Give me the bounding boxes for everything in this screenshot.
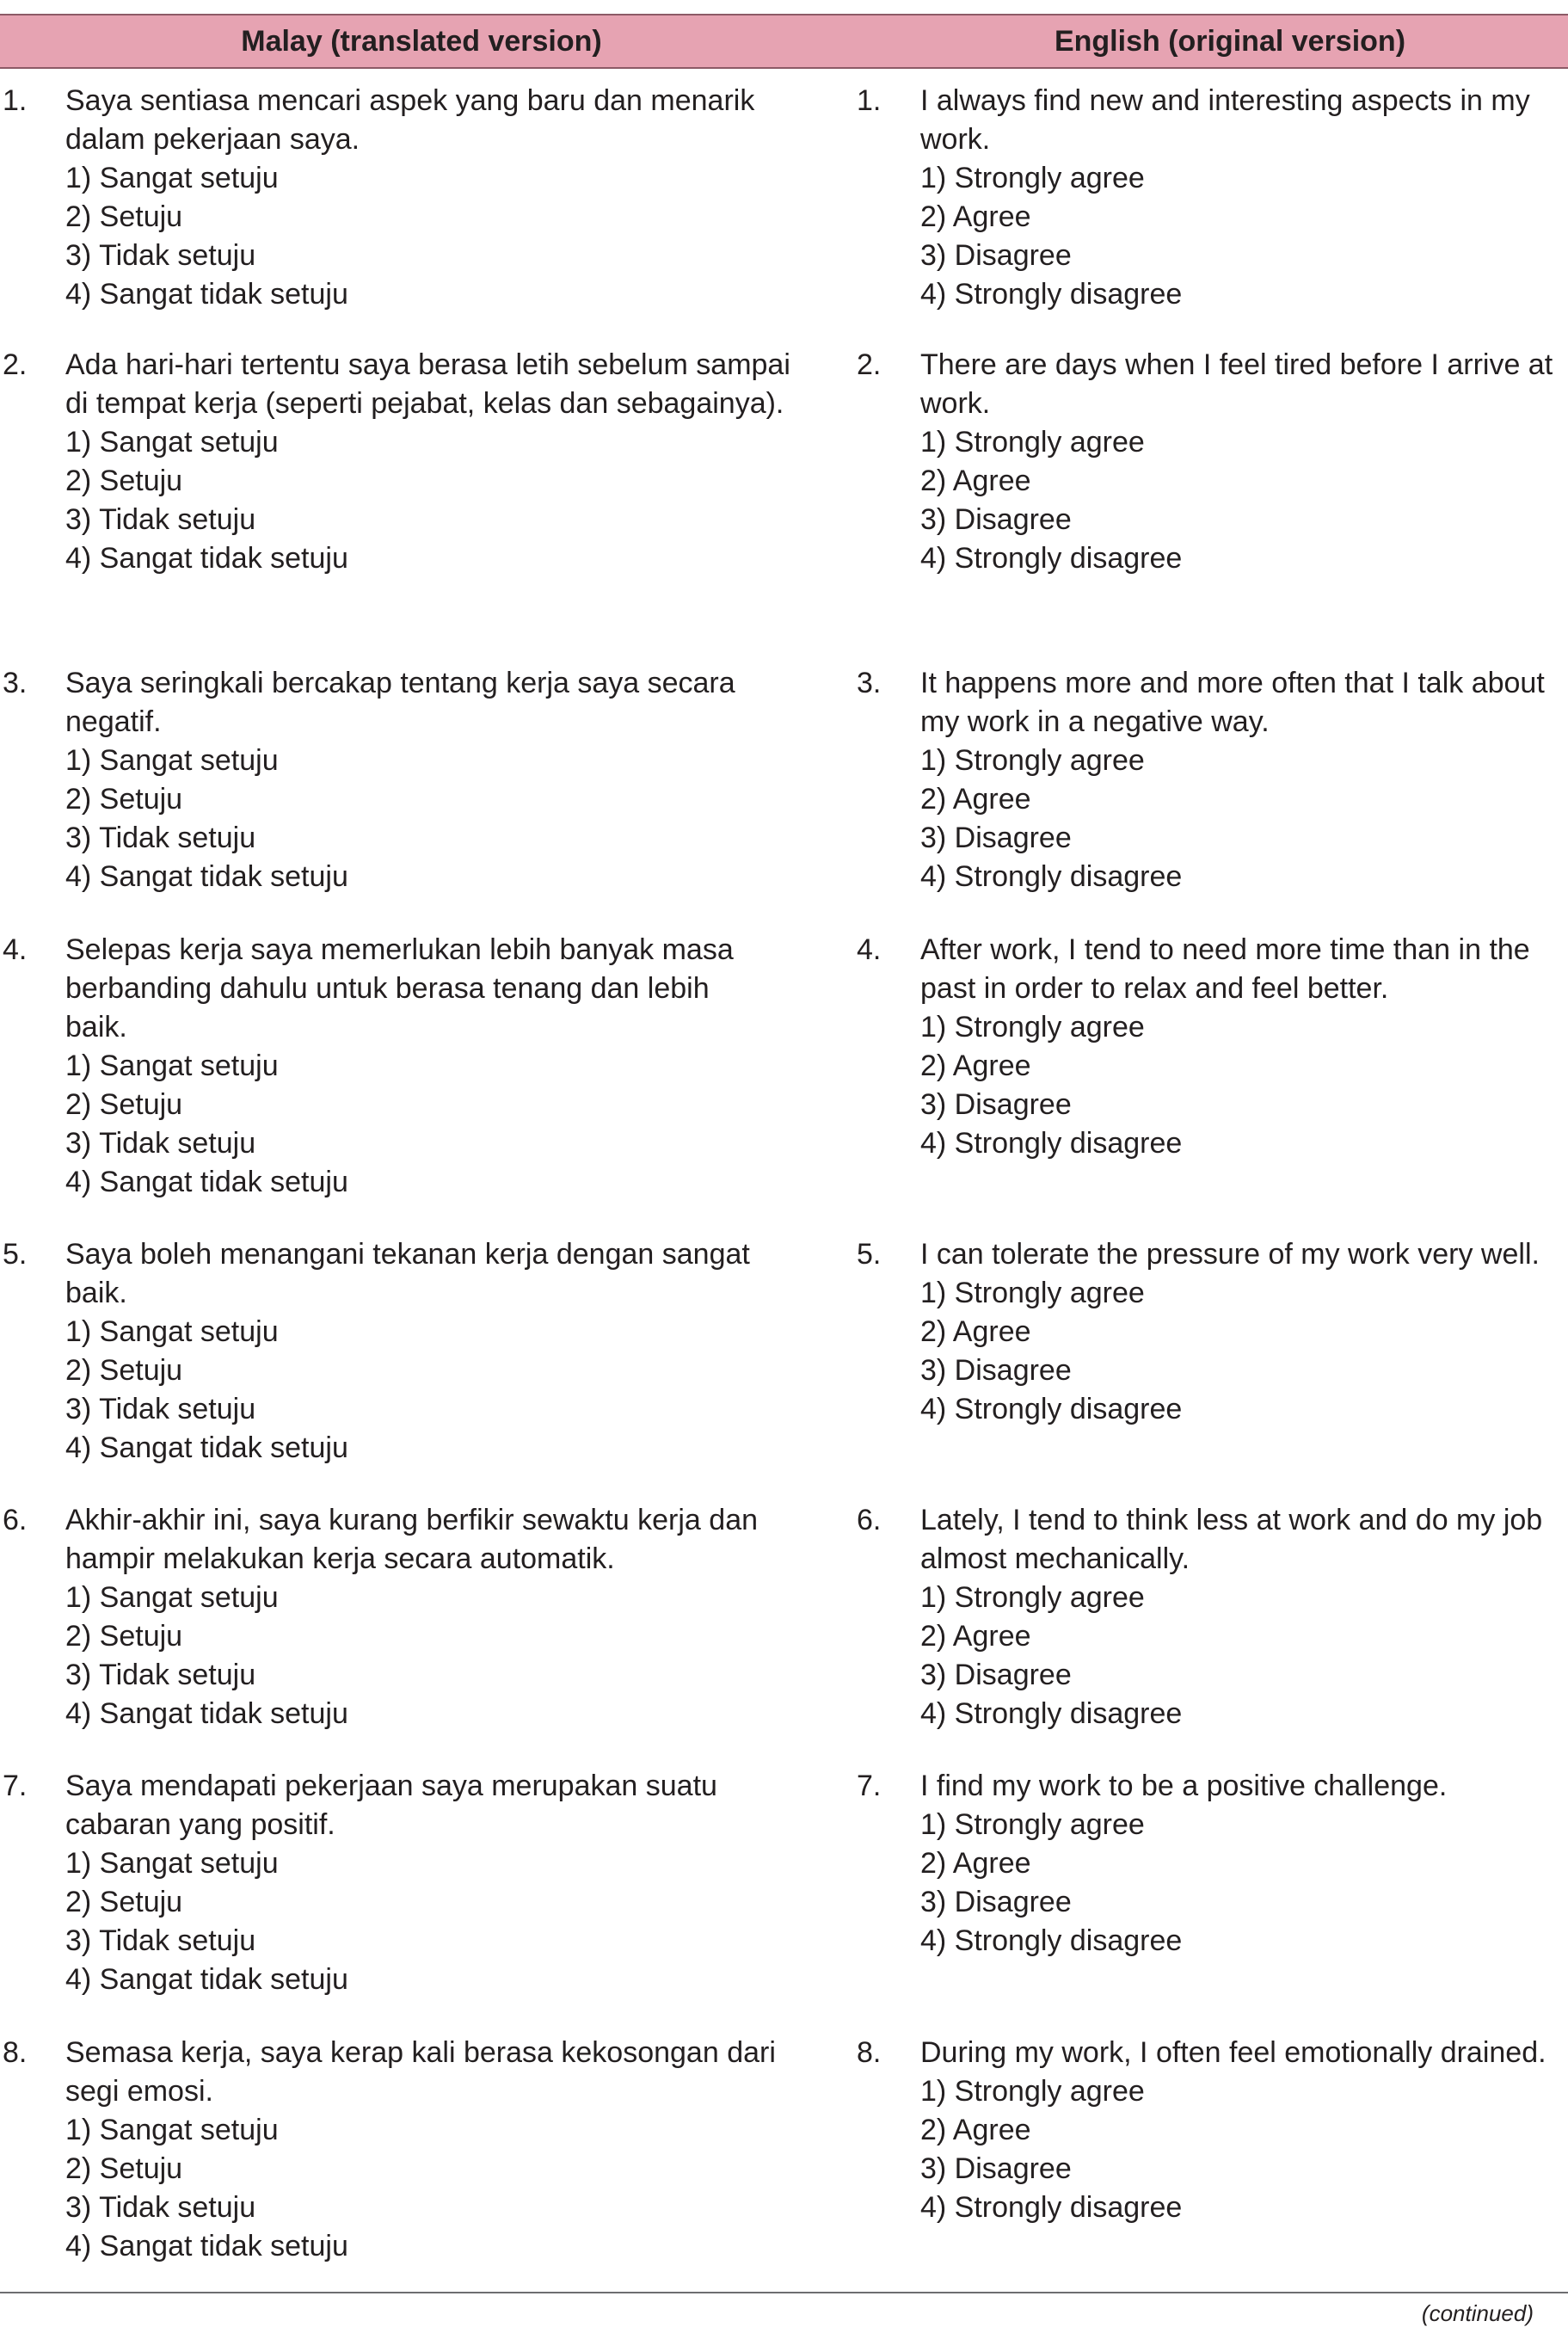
question-text-line: Semasa kerja, saya kerap kali berasa kekosongan dari xyxy=(65,2036,776,2069)
question-text-line: Saya sentiasa mencari aspek yang baru dan menarik xyxy=(65,84,755,117)
response-option: 4) Sangat tidak setuju xyxy=(65,860,348,893)
response-option: 3) Disagree xyxy=(920,822,1072,854)
question-text-line: berbanding dahulu untuk berasa tenang dan lebih xyxy=(65,972,710,1005)
response-option: 3) Tidak setuju xyxy=(65,1393,256,1425)
question-text-line: work. xyxy=(920,123,991,156)
response-option: 2) Setuju xyxy=(65,1354,183,1387)
response-option: 4) Sangat tidak setuju xyxy=(65,278,348,311)
question-text-line: Akhir-akhir ini, saya kurang berfikir sewaktu kerja dan xyxy=(65,1504,759,1536)
response-option: 1) Strongly agree xyxy=(920,744,1145,777)
item-number: 7. xyxy=(857,1770,882,1802)
response-option: 4) Strongly disagree xyxy=(920,1393,1183,1425)
question-text-line: I always find new and interesting aspects in my xyxy=(920,84,1530,117)
response-option: 4) Strongly disagree xyxy=(920,1924,1183,1957)
response-option: 2) Setuju xyxy=(65,465,183,497)
response-option: 3) Disagree xyxy=(920,1659,1072,1691)
response-option: 1) Sangat setuju xyxy=(65,1847,279,1880)
continued-note: (continued) xyxy=(1421,2300,1534,2326)
response-option: 4) Strongly disagree xyxy=(920,542,1183,575)
question-text-line: Lately, I tend to think less at work and do my job xyxy=(920,1504,1543,1536)
response-option: 2) Agree xyxy=(920,200,1031,233)
question-text-line: There are days when I feel tired before I arrive at xyxy=(920,348,1553,381)
response-option: 1) Strongly agree xyxy=(920,1277,1145,1309)
response-option: 2) Setuju xyxy=(65,2152,183,2185)
response-option: 1) Sangat setuju xyxy=(65,1050,279,1082)
response-option: 2) Agree xyxy=(920,1847,1031,1880)
response-option: 4) Sangat tidak setuju xyxy=(65,1431,348,1464)
response-option: 4) Strongly disagree xyxy=(920,860,1183,893)
item-number: 1. xyxy=(3,84,28,117)
response-option: 3) Tidak setuju xyxy=(65,1127,256,1160)
response-option: 1) Sangat setuju xyxy=(65,744,279,777)
response-option: 3) Tidak setuju xyxy=(65,503,256,536)
item-number: 3. xyxy=(3,667,28,699)
response-option: 1) Strongly agree xyxy=(920,426,1145,459)
question-text-line: Ada hari-hari tertentu saya berasa letih sebelum sampai xyxy=(65,348,790,381)
response-option: 1) Sangat setuju xyxy=(65,426,279,459)
response-option: 2) Agree xyxy=(920,2114,1031,2146)
question-text-line: Saya seringkali bercakap tentang kerja saya secara xyxy=(65,667,735,699)
question-text-line: It happens more and more often that I talk about xyxy=(920,667,1545,699)
item-number: 5. xyxy=(3,1238,28,1271)
question-text-line: Selepas kerja saya memerlukan lebih banyak masa xyxy=(65,933,734,966)
column-header-malay: Malay (translated version) xyxy=(241,25,602,58)
question-text-line: Saya boleh menangani tekanan kerja dengan sangat xyxy=(65,1238,750,1271)
response-option: 3) Disagree xyxy=(920,1354,1072,1387)
item-number: 8. xyxy=(3,2036,28,2069)
question-text-line: Saya mendapati pekerjaan saya merupakan suatu xyxy=(65,1770,717,1802)
response-option: 2) Agree xyxy=(920,465,1031,497)
item-number: 1. xyxy=(857,84,882,117)
question-text-line: After work, I tend to need more time than in the xyxy=(920,933,1530,966)
item-number: 6. xyxy=(3,1504,28,1536)
response-option: 1) Strongly agree xyxy=(920,2075,1145,2108)
question-text-line: baik. xyxy=(65,1011,127,1043)
item-number: 4. xyxy=(3,933,28,966)
response-option: 3) Disagree xyxy=(920,1886,1072,1918)
question-text-line: During my work, I often feel emotionally drained. xyxy=(920,2036,1546,2069)
response-option: 3) Disagree xyxy=(920,503,1072,536)
response-option: 2) Setuju xyxy=(65,1088,183,1121)
bottom-rule xyxy=(0,2292,1568,2293)
response-option: 2) Setuju xyxy=(65,783,183,816)
item-number: 3. xyxy=(857,667,882,699)
response-option: 4) Sangat tidak setuju xyxy=(65,2230,348,2262)
response-option: 1) Sangat setuju xyxy=(65,2114,279,2146)
question-text-line: I find my work to be a positive challenge. xyxy=(920,1770,1448,1802)
question-text-line: di tempat kerja (seperti pejabat, kelas dan sebagainya). xyxy=(65,387,784,420)
response-option: 3) Tidak setuju xyxy=(65,1924,256,1957)
response-option: 2) Setuju xyxy=(65,1886,183,1918)
question-text-line: dalam pekerjaan saya. xyxy=(65,123,360,156)
response-option: 4) Sangat tidak setuju xyxy=(65,542,348,575)
response-option: 3) Tidak setuju xyxy=(65,239,256,272)
item-number: 8. xyxy=(857,2036,882,2069)
response-option: 2) Setuju xyxy=(65,1620,183,1653)
response-option: 3) Tidak setuju xyxy=(65,822,256,854)
item-number: 5. xyxy=(857,1238,882,1271)
response-option: 1) Strongly agree xyxy=(920,162,1145,194)
question-text-line: past in order to relax and feel better. xyxy=(920,972,1389,1005)
response-option: 4) Sangat tidak setuju xyxy=(65,1963,348,1996)
response-option: 4) Strongly disagree xyxy=(920,278,1183,311)
response-option: 2) Agree xyxy=(920,1620,1031,1653)
response-option: 2) Setuju xyxy=(65,200,183,233)
item-number: 6. xyxy=(857,1504,882,1536)
question-text-line: baik. xyxy=(65,1277,127,1309)
response-option: 3) Tidak setuju xyxy=(65,2191,256,2224)
question-text-line: hampir melakukan kerja secara automatik. xyxy=(65,1542,615,1575)
response-option: 3) Tidak setuju xyxy=(65,1659,256,1691)
column-header-english: English (original version) xyxy=(1054,25,1406,58)
response-option: 1) Sangat setuju xyxy=(65,1581,279,1614)
question-text-line: cabaran yang positif. xyxy=(65,1808,335,1841)
item-number: 2. xyxy=(857,348,882,381)
response-option: 1) Strongly agree xyxy=(920,1011,1145,1043)
question-text-line: my work in a negative way. xyxy=(920,705,1270,738)
response-option: 2) Agree xyxy=(920,1315,1031,1348)
item-number: 7. xyxy=(3,1770,28,1802)
item-number: 2. xyxy=(3,348,28,381)
question-text-line: almost mechanically. xyxy=(920,1542,1190,1575)
question-text-line: work. xyxy=(920,387,991,420)
response-option: 3) Disagree xyxy=(920,239,1072,272)
response-option: 1) Strongly agree xyxy=(920,1581,1145,1614)
response-option: 2) Agree xyxy=(920,783,1031,816)
response-option: 4) Sangat tidak setuju xyxy=(65,1697,348,1730)
response-option: 4) Strongly disagree xyxy=(920,1697,1183,1730)
question-text-line: I can tolerate the pressure of my work very well. xyxy=(920,1238,1540,1271)
response-option: 4) Strongly disagree xyxy=(920,1127,1183,1160)
response-option: 4) Strongly disagree xyxy=(920,2191,1183,2224)
response-option: 1) Sangat setuju xyxy=(65,1315,279,1348)
item-number: 4. xyxy=(857,933,882,966)
question-text-line: segi emosi. xyxy=(65,2075,213,2108)
question-text-line: negatif. xyxy=(65,705,162,738)
response-option: 1) Sangat setuju xyxy=(65,162,279,194)
response-option: 1) Strongly agree xyxy=(920,1808,1145,1841)
response-option: 2) Agree xyxy=(920,1050,1031,1082)
response-option: 4) Sangat tidak setuju xyxy=(65,1166,348,1198)
response-option: 3) Disagree xyxy=(920,2152,1072,2185)
response-option: 3) Disagree xyxy=(920,1088,1072,1121)
